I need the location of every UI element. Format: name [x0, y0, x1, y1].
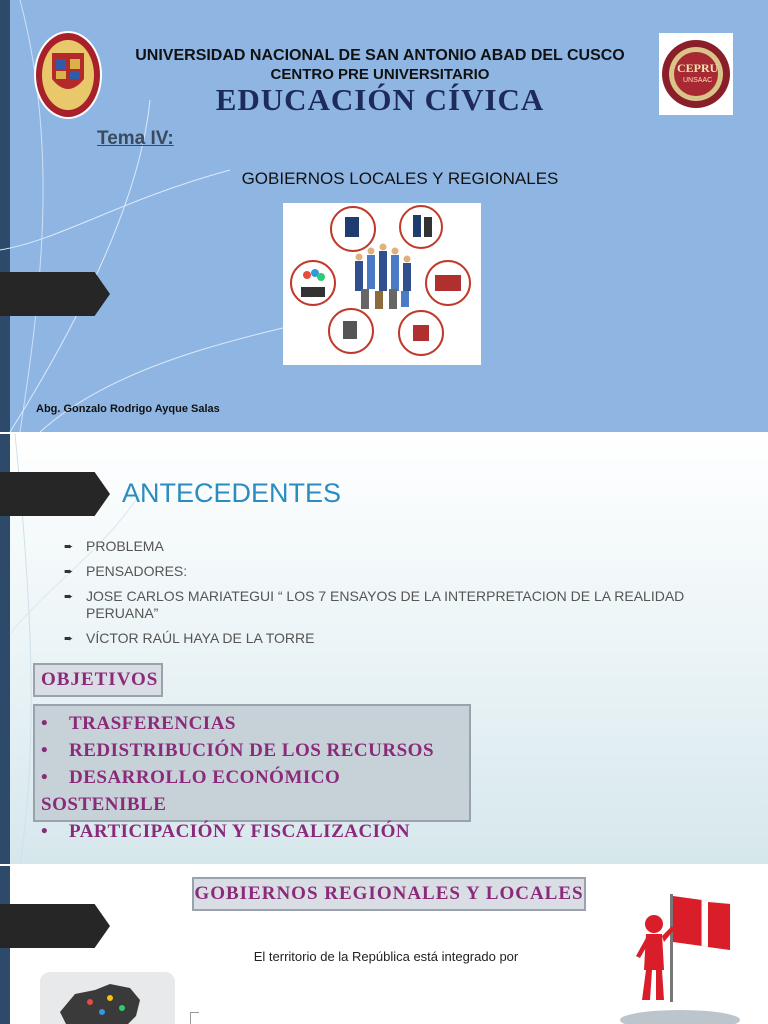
list-item-text: PROBLEMA [86, 538, 164, 554]
section-heading-box [192, 877, 586, 911]
peru-map-card [40, 972, 175, 1024]
course-title: EDUCACIÓN CÍVICA [215, 82, 545, 117]
objective-item [41, 764, 469, 818]
objectives-title: OBJETIVOS [41, 669, 159, 690]
title-slide [0, 0, 768, 432]
bullet-dot-icon: • [41, 767, 49, 788]
author-name: Abg. Gonzalo Rodrigo Ayque Salas [36, 403, 220, 415]
section-heading: ANTECEDENTES [122, 478, 342, 508]
antecedentes-list [64, 538, 704, 655]
objective-item [41, 737, 469, 764]
peru-flag-icon [590, 886, 740, 1024]
antecedentes-slide [0, 434, 768, 864]
people-circle-icon [283, 203, 481, 365]
list-item [64, 563, 704, 580]
section-heading: GOBIERNOS REGIONALES Y LOCALES [194, 883, 584, 904]
cepru-logo-subtext: UNSAAC [683, 77, 713, 84]
gobiernos-slide [0, 866, 768, 1024]
list-item [64, 538, 704, 555]
territory-text: El territorio de la República está integrado por [253, 949, 519, 964]
university-name: UNIVERSIDAD NACIONAL DE SAN ANTONIO ABAD DEL CUSCO [135, 47, 625, 64]
subject-title: GOBIERNOS LOCALES Y REGIONALES [241, 169, 559, 188]
objective-text: PARTICIPACIÓN Y FISCALIZACIÓN [69, 821, 411, 842]
arrow-bullet-icon: ➨ [64, 541, 74, 553]
arrow-bullet-icon: ➨ [64, 633, 74, 645]
objective-text: REDISTRIBUCIÓN DE LOS RECURSOS [69, 740, 435, 761]
list-item [64, 588, 704, 622]
list-item-text: PENSADORES: [86, 563, 188, 579]
community-illustration [283, 203, 481, 365]
dark-arrow-tab [0, 904, 110, 948]
objectives-title-box [33, 663, 163, 697]
list-item [64, 630, 704, 647]
peru-map-icon [40, 972, 175, 1024]
bullet-dot-icon: • [41, 740, 49, 761]
university-seal-icon [34, 31, 102, 119]
list-item-text: VÍCTOR RAÚL HAYA DE LA TORRE [86, 630, 315, 646]
center-name: CENTRO PRE UNIVERSITARIO [270, 66, 490, 83]
arrow-bullet-icon: ➨ [64, 566, 74, 578]
cepru-logo [659, 33, 733, 115]
objective-text: TRASFERENCIAS [69, 713, 236, 734]
objective-item [41, 710, 469, 737]
objective-item [41, 818, 469, 845]
bullet-dot-icon: • [41, 713, 49, 734]
topic-label: Tema IV: [97, 128, 174, 149]
dark-arrow-tab [0, 272, 110, 316]
bullet-dot-icon: • [41, 821, 49, 842]
objectives-list [33, 704, 471, 842]
dark-arrow-tab [0, 472, 110, 516]
text-bracket [190, 1012, 199, 1024]
objective-text: DESARROLLO ECONÓMICO SOSTENIBLE [41, 767, 341, 815]
arrow-bullet-icon: ➨ [64, 591, 74, 603]
list-item-text: JOSE CARLOS MARIATEGUI “ LOS 7 ENSAYOS DE LA INTERPRETACION DE LA REALIDAD PERUANA” [86, 588, 685, 621]
cepru-logo-text: CEPRU [677, 61, 719, 75]
